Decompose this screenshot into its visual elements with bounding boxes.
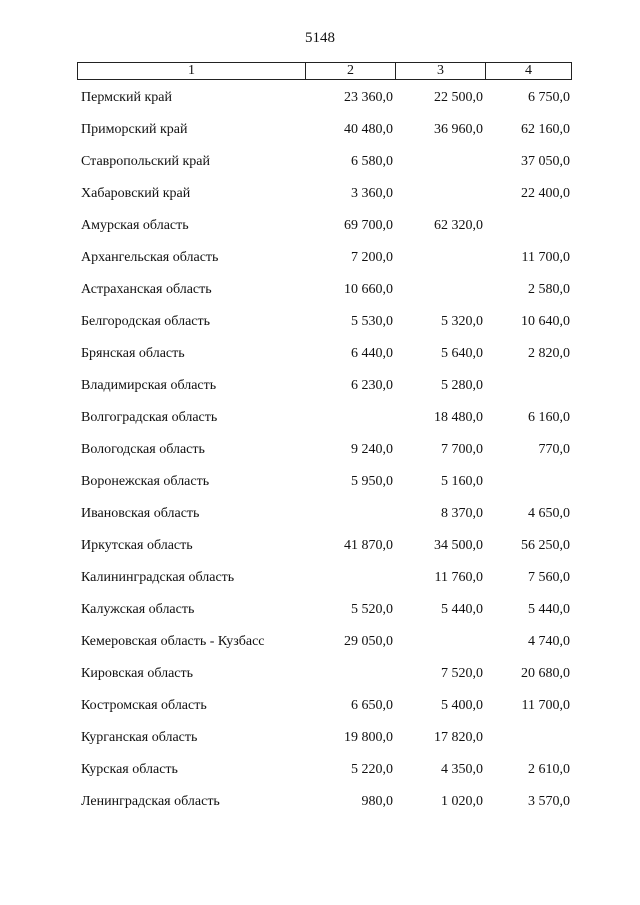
value-col-4: 2 820,0	[528, 346, 570, 361]
value-col-4: 4 740,0	[528, 634, 570, 649]
value-col-4: 770,0	[538, 442, 570, 457]
value-col-2: 10 660,0	[344, 282, 393, 297]
region-name: Кемеровская область - Кузбасс	[81, 634, 265, 649]
region-name: Иркутская область	[81, 538, 193, 553]
value-col-2: 23 360,0	[344, 90, 393, 105]
region-name: Ивановская область	[81, 506, 200, 521]
region-name: Брянская область	[81, 346, 185, 361]
value-col-4: 11 700,0	[521, 250, 570, 265]
value-col-2: 29 050,0	[344, 634, 393, 649]
table-body	[0, 85, 640, 821]
value-col-3: 5 400,0	[441, 698, 483, 713]
value-col-4: 6 750,0	[528, 90, 570, 105]
value-col-3: 5 440,0	[441, 602, 483, 617]
table-row	[0, 181, 640, 213]
region-name: Приморский край	[81, 122, 188, 137]
column-number-header	[77, 62, 572, 80]
value-col-2: 40 480,0	[344, 122, 393, 137]
value-col-3: 1 020,0	[441, 794, 483, 809]
table-row	[0, 437, 640, 469]
region-name: Волгоградская область	[81, 410, 218, 425]
region-name: Кировская область	[81, 666, 194, 681]
region-name: Костромская область	[81, 698, 207, 713]
value-col-3: 62 320,0	[434, 218, 483, 233]
table-row	[0, 277, 640, 309]
value-col-4: 22 400,0	[521, 186, 570, 201]
table-row	[0, 213, 640, 245]
table-row	[0, 245, 640, 277]
region-name: Пермский край	[81, 90, 172, 105]
value-col-2: 69 700,0	[344, 218, 393, 233]
value-col-4: 37 050,0	[521, 154, 570, 169]
region-name: Вологодская область	[81, 442, 205, 457]
value-col-4: 7 560,0	[528, 570, 570, 585]
region-name: Астраханская область	[81, 282, 212, 297]
value-col-2: 19 800,0	[344, 730, 393, 745]
value-col-4: 62 160,0	[521, 122, 570, 137]
value-col-3: 18 480,0	[434, 410, 483, 425]
value-col-4: 10 640,0	[521, 314, 570, 329]
table-row	[0, 405, 640, 437]
region-name: Владимирская область	[81, 378, 217, 393]
table-row	[0, 309, 640, 341]
table-row	[0, 693, 640, 725]
value-col-3: 8 370,0	[441, 506, 483, 521]
region-name: Калужская область	[81, 602, 195, 617]
value-col-3: 7 520,0	[441, 666, 483, 681]
table-row	[0, 469, 640, 501]
table-row	[0, 373, 640, 405]
value-col-3: 5 280,0	[441, 378, 483, 393]
value-col-3: 22 500,0	[434, 90, 483, 105]
column-header-4: 4	[525, 63, 532, 78]
value-col-2: 5 530,0	[351, 314, 393, 329]
table-row	[0, 597, 640, 629]
table-row	[0, 533, 640, 565]
table-row	[0, 661, 640, 693]
value-col-2: 7 200,0	[351, 250, 393, 265]
value-col-4: 11 700,0	[521, 698, 570, 713]
value-col-3: 5 160,0	[441, 474, 483, 489]
table-row	[0, 149, 640, 181]
value-col-3: 34 500,0	[434, 538, 483, 553]
table-row	[0, 117, 640, 149]
value-col-2: 6 580,0	[351, 154, 393, 169]
value-col-2: 41 870,0	[344, 538, 393, 553]
table-row	[0, 341, 640, 373]
value-col-4: 2 610,0	[528, 762, 570, 777]
region-name: Амурская область	[81, 218, 189, 233]
value-col-2: 6 650,0	[351, 698, 393, 713]
value-col-2: 5 950,0	[351, 474, 393, 489]
value-col-2: 6 440,0	[351, 346, 393, 361]
column-header-3: 3	[396, 63, 486, 79]
table-row	[0, 85, 640, 117]
value-col-4: 6 160,0	[528, 410, 570, 425]
table-row	[0, 629, 640, 661]
value-col-4: 56 250,0	[521, 538, 570, 553]
value-col-3: 5 320,0	[441, 314, 483, 329]
region-name: Курская область	[81, 762, 178, 777]
region-name: Архангельская область	[81, 250, 219, 265]
table-row	[0, 757, 640, 789]
value-col-4: 5 440,0	[528, 602, 570, 617]
value-col-2: 5 520,0	[351, 602, 393, 617]
region-name: Ленинградская область	[81, 794, 220, 809]
region-name: Курганская область	[81, 730, 198, 745]
value-col-2: 6 230,0	[351, 378, 393, 393]
value-col-4: 3 570,0	[528, 794, 570, 809]
value-col-3: 4 350,0	[441, 762, 483, 777]
value-col-3: 7 700,0	[441, 442, 483, 457]
value-col-2: 5 220,0	[351, 762, 393, 777]
value-col-4: 20 680,0	[521, 666, 570, 681]
value-col-2: 980,0	[361, 794, 393, 809]
value-col-3: 36 960,0	[434, 122, 483, 137]
region-name: Воронежская область	[81, 474, 210, 489]
value-col-3: 11 760,0	[434, 570, 483, 585]
value-col-4: 4 650,0	[528, 506, 570, 521]
page-number: 5148	[305, 30, 335, 46]
value-col-4: 2 580,0	[528, 282, 570, 297]
table-row	[0, 789, 640, 821]
value-col-2: 9 240,0	[351, 442, 393, 457]
value-col-3: 17 820,0	[434, 730, 483, 745]
value-col-2: 3 360,0	[351, 186, 393, 201]
table-row	[0, 565, 640, 597]
region-name: Белгородская область	[81, 314, 211, 329]
region-name: Хабаровский край	[81, 186, 191, 201]
table-row	[0, 501, 640, 533]
value-col-3: 5 640,0	[441, 346, 483, 361]
table-row	[0, 725, 640, 757]
column-header-1: 1	[78, 63, 306, 79]
region-name: Калининградская область	[81, 570, 235, 585]
region-name: Ставропольский край	[81, 154, 210, 169]
column-header-2: 2	[306, 63, 396, 79]
